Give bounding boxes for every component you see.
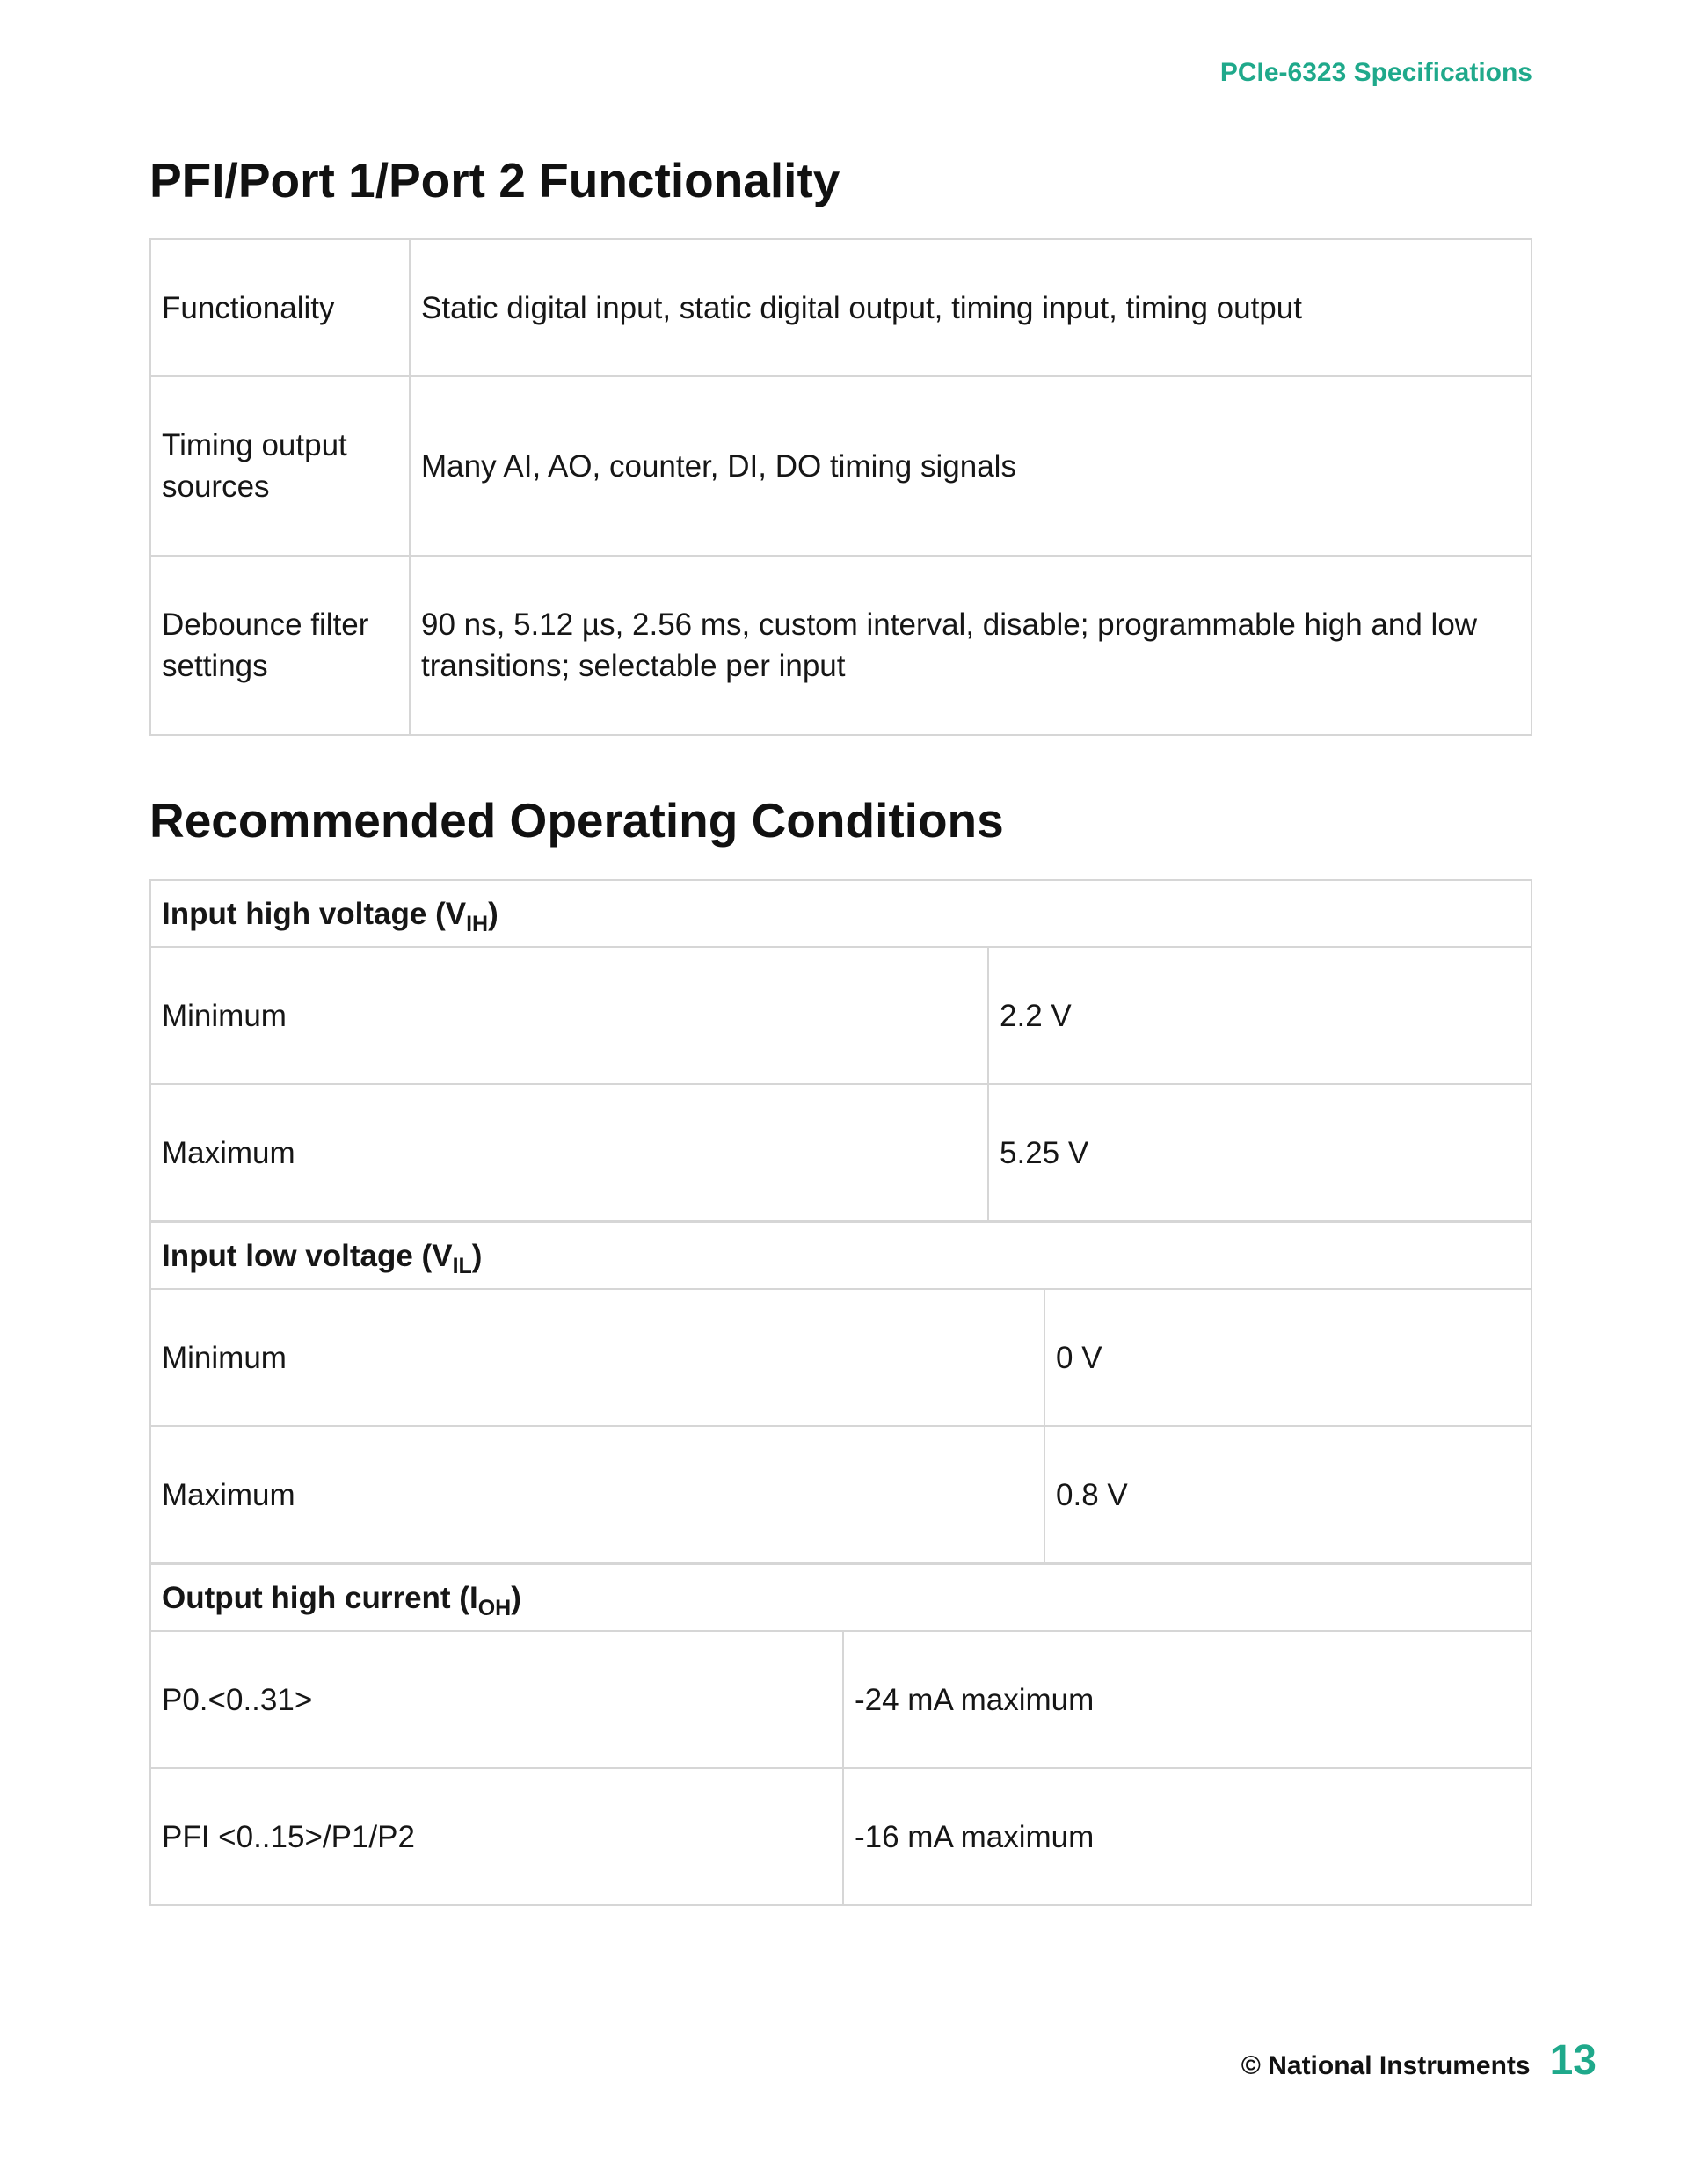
table-row [150,1084,1532,1221]
table-row [150,1631,1532,1768]
row-value: 0.8 V [1044,1426,1532,1563]
page-number: 13 [1549,2037,1597,2084]
table-row [150,1289,1532,1426]
table-subheader-row [150,1222,1532,1289]
group-title: Input low voltage $(V_{IL})$ [150,1222,1532,1289]
table-row [150,239,1532,376]
row-label: Maximum [150,1084,988,1221]
row-label: PFI <0..15>/P1/P2 [150,1768,843,1905]
input-low-voltage-table [149,1221,1532,1564]
output-high-current-table [149,1563,1532,1906]
row-label: Timing output sources [150,376,410,556]
table-subheader-row [150,880,1532,947]
table-row [150,556,1532,735]
table-row [150,1426,1532,1563]
table-row [150,376,1532,556]
pfi-functionality-table [149,238,1532,736]
table-subheader-row [150,1564,1532,1631]
section-heading-pfi: PFI/Port 1/Port 2 Functionality [149,153,840,207]
row-value: 5.25 V [988,1084,1532,1221]
row-value: -24 mA maximum [843,1631,1532,1768]
row-label: Functionality [150,239,410,376]
row-label: Maximum [150,1426,1044,1563]
row-value: 90 ns, 5.12 µs, 2.56 ms, custom interval, disable; programmable high and low transitions; selectable per input [410,556,1532,735]
row-value: 0 V [1044,1289,1532,1426]
input-high-voltage-table [149,879,1532,1222]
row-value: Static digital input, static digital output, timing input, timing output [410,239,1532,376]
section-heading-operating-conditions: Recommended Operating Conditions [149,793,1004,848]
row-value: 2.2 V [988,947,1532,1084]
row-value: -16 mA maximum [843,1768,1532,1905]
row-label: Minimum [150,947,988,1084]
row-label: P0.<0..31> [150,1631,843,1768]
group-title: Output high current $(I_{OH})$ [150,1564,1532,1631]
table-row [150,1768,1532,1905]
row-value: Many AI, AO, counter, DI, DO timing signals [410,376,1532,556]
table-row [150,947,1532,1084]
row-label: Minimum [150,1289,1044,1426]
group-title: Input high voltage $(V_{IH})$ [150,880,1532,947]
row-label: Debounce filter settings [150,556,410,735]
page-footer [1241,2036,1597,2085]
copyright-text: © National Instruments [1241,2051,1531,2080]
running-header-title: PCIe-6323 Specifications [1219,58,1532,87]
